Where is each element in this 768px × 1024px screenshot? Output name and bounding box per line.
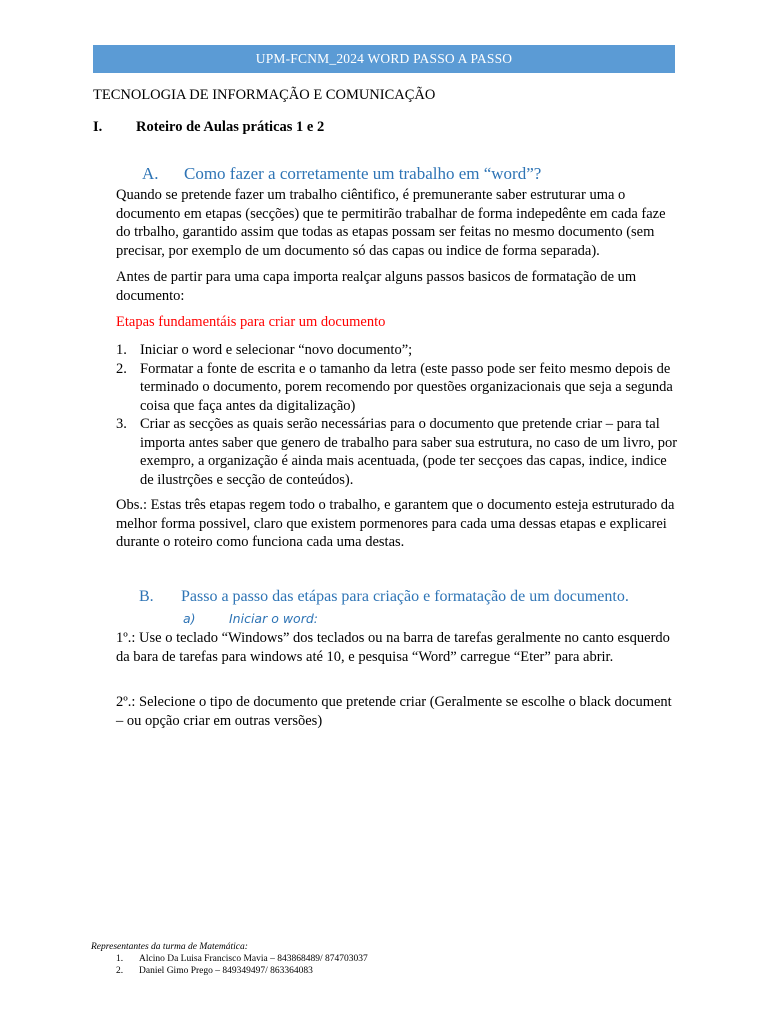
list-item bbox=[116, 415, 681, 489]
list-item-number: 1. bbox=[116, 342, 127, 358]
section-b-number: B. bbox=[139, 588, 154, 605]
basics-paragraph: Antes de partir para uma capa importa realçar alguns passos basicos de formatação de um documento: bbox=[116, 269, 637, 304]
step-1-paragraph: 1º.: Use o teclado “Windows” dos teclados ou na barra de tarefas geralmente no canto esquerdo da bara de tarefas para windows até 10, e pesquisa “Word” carregue “Eter” para abrir. bbox=[116, 630, 670, 665]
section-1-heading bbox=[93, 119, 324, 136]
list-item bbox=[116, 360, 681, 416]
list-item-text: Iniciar o word e selecionar “novo documento”; bbox=[140, 342, 413, 358]
section-a-number: A. bbox=[142, 164, 159, 183]
section-b-title: Passo a passo das etápas para criação e formatação de um documento. bbox=[181, 588, 629, 605]
section-1-number: I. bbox=[93, 119, 103, 135]
footer-rep-text: Alcino Da Luisa Francisco Mavia – 843868489/ 874703037 bbox=[139, 954, 368, 964]
subsection-a-heading bbox=[183, 611, 318, 626]
footer-rep-number: 1. bbox=[116, 954, 124, 964]
steps-red-heading: Etapas fundamentáis para criar um documento bbox=[116, 314, 386, 330]
list-item-text: Formatar a fonte de escrita e o tamanho da letra (este passo pode ser feito mesmo depois de terminado o documento, porem recomendo por questões organizacionais que seja a segunda coisa que faça antes da digitalização) bbox=[140, 360, 673, 414]
intro-paragraph: Quando se pretende fazer um trabalho ciêntifico, é premunerante saber estruturar uma o documento em etapas (secções) que te permitirão trabalhar de forma indepedênte em cada faze do trbalho, garantido assim que todas as etapas possam ser feitas no mesmo documento (sem precisar, por exemplo de um documento só das capas ou indice de forma separada). bbox=[116, 187, 666, 259]
footer-title: Representantes da turma de Matemática: bbox=[91, 942, 248, 952]
header-title: UPM-FCNM_2024 WORD PASSO A PASSO bbox=[255, 51, 513, 66]
obs-paragraph: Obs.: Estas três etapas regem todo o trabalho, e garantem que o documento esteja estruturado da melhor forma possivel, claro que existem pormenores para cada uma dessas etapas e explicarei durante o roteiro como funciona cada uma destas. bbox=[116, 497, 675, 550]
subsection-a-number: a) bbox=[183, 611, 196, 626]
subject-title: TECNOLOGIA DE INFORMAÇÃO E COMUNICAÇÃO bbox=[93, 87, 436, 103]
list-item-number: 3. bbox=[116, 416, 127, 432]
section-a-title: Como fazer a corretamente um trabalho em “word”? bbox=[184, 164, 542, 183]
list-item bbox=[91, 965, 368, 977]
list-item bbox=[116, 341, 681, 360]
list-item-text: Criar as secções as quais serão necessárias para o documento que pretende criar – para tal importa antes saber que genero de trabalho para saber sua estrutura, no caso de um livro, por exempro, a organização é ainda mais acentuada, (pode ter secçoes das capas, indice, indice de ilustrções e secção de conteúdos). bbox=[140, 416, 678, 488]
footer-representatives bbox=[91, 941, 368, 977]
steps-list bbox=[116, 341, 681, 489]
section-b-heading bbox=[139, 588, 629, 606]
subsection-a-title: Iniciar o word: bbox=[229, 611, 318, 626]
list-item-number: 2. bbox=[116, 360, 127, 377]
list-item bbox=[91, 953, 368, 965]
document-header-bar bbox=[93, 45, 675, 73]
section-1-title: Roteiro de Aulas práticas 1 e 2 bbox=[136, 119, 325, 135]
section-a-heading bbox=[142, 164, 541, 184]
footer-rep-number: 2. bbox=[116, 966, 124, 976]
footer-rep-text: Daniel Gimo Prego – 849349497/ 863364083 bbox=[139, 966, 313, 976]
step-2-paragraph: 2º.: Selecione o tipo de documento que pretende criar (Geralmente se escolhe o black document – ou opção criar em outras versões) bbox=[116, 694, 672, 729]
